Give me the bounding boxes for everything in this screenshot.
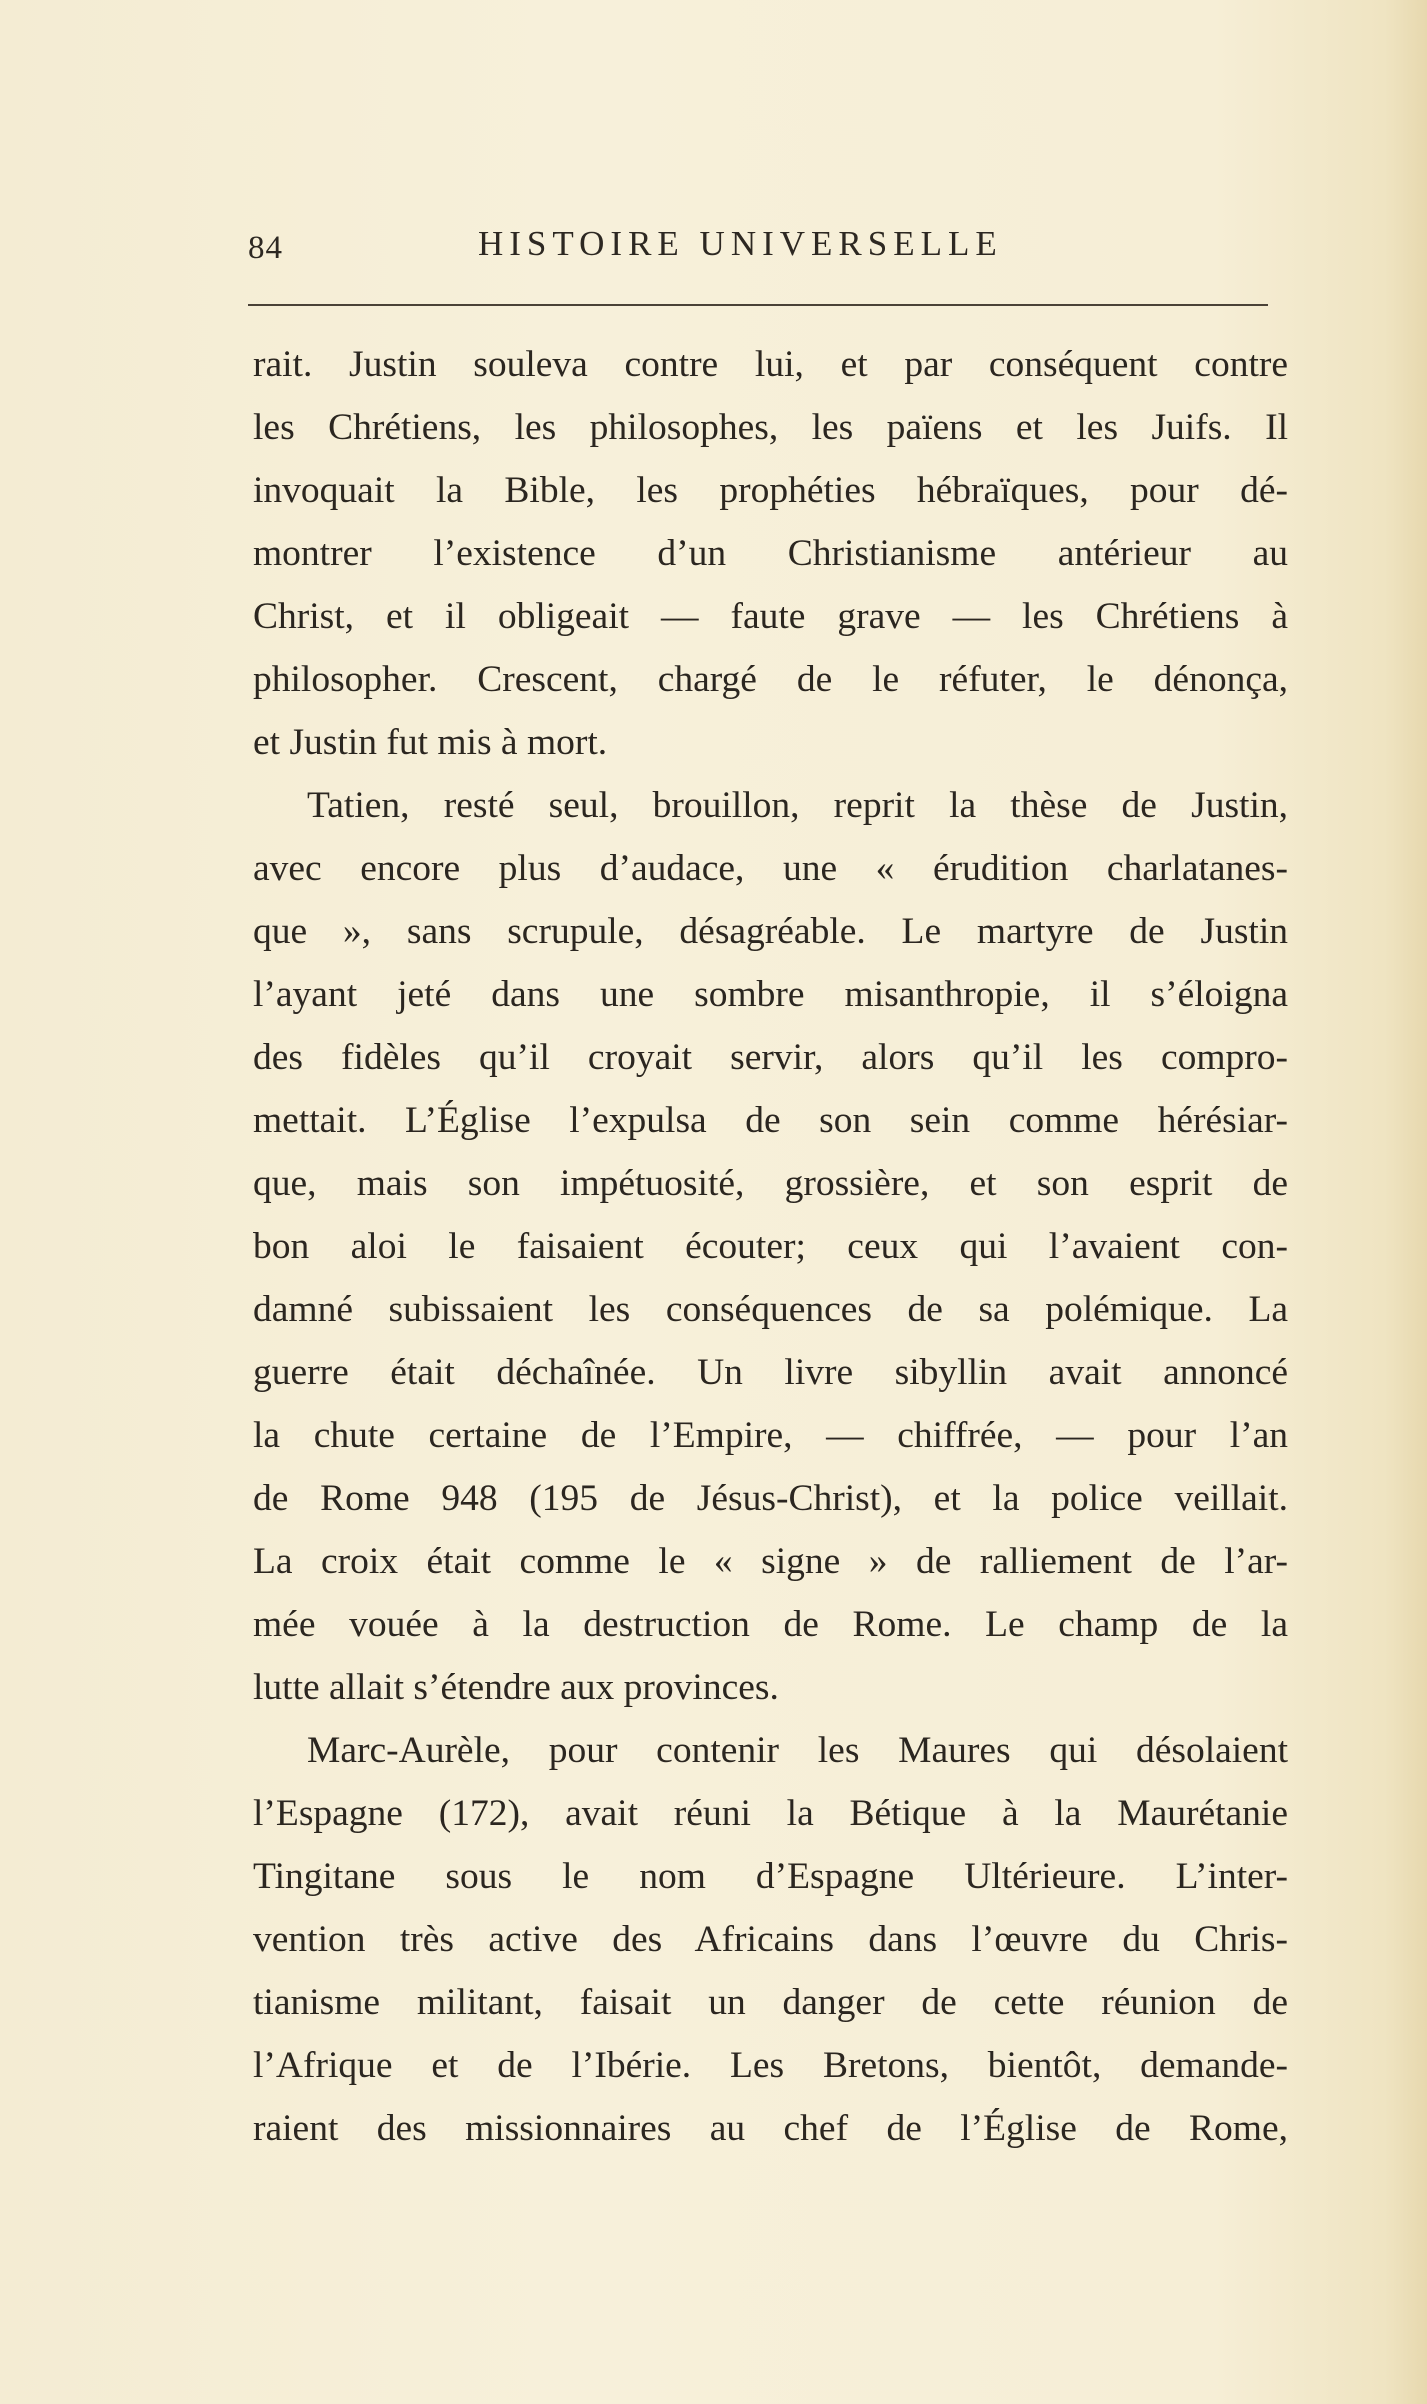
text-line: Christ, et il obligeait — faute grave — les Chrétiens à — [253, 596, 1288, 637]
text-line: les Chrétiens, les philosophes, les païens et les Juifs. Il — [253, 407, 1288, 448]
text-line: bon aloi le faisaient écouter; ceux qui l’avaient con- — [253, 1226, 1288, 1267]
text-line: montrer l’existence d’un Christianisme antérieur au — [253, 533, 1288, 574]
text-line: La croix était comme le « signe » de ralliement de l’ar- — [253, 1541, 1288, 1582]
text-line: rait. Justin souleva contre lui, et par conséquent contre — [253, 344, 1288, 385]
text-line: Marc-Aurèle, pour contenir les Maures qui désolaient — [307, 1730, 1288, 1771]
text-line: l’Afrique et de l’Ibérie. Les Bretons, bientôt, demande- — [253, 2045, 1288, 2086]
text-line: mée vouée à la destruction de Rome. Le champ de la — [253, 1604, 1288, 1645]
text-line: l’ayant jeté dans une sombre misanthropie, il s’éloigna — [253, 974, 1288, 1015]
running-title: HISTOIRE UNIVERSELLE — [478, 224, 1003, 263]
body-text — [253, 333, 1288, 2160]
text-line: invoquait la Bible, les prophéties hébraïques, pour dé- — [253, 470, 1288, 511]
page-header — [248, 222, 1268, 272]
text-line: de Rome 948 (195 de Jésus-Christ), et la police veillait. — [253, 1478, 1288, 1519]
text-line: Tingitane sous le nom d’Espagne Ultérieure. L’inter- — [253, 1856, 1288, 1897]
text-line: Tatien, resté seul, brouillon, reprit la thèse de Justin, — [307, 785, 1288, 826]
text-line: tianisme militant, faisait un danger de cette réunion de — [253, 1982, 1288, 2023]
text-line: guerre était déchaînée. Un livre sibyllin avait annoncé — [253, 1352, 1288, 1393]
text-line: lutte allait s’étendre aux provinces. — [253, 1667, 779, 1708]
text-line: avec encore plus d’audace, une « érudition charlatanes- — [253, 848, 1288, 889]
text-line: vention très active des Africains dans l’œuvre du Chris- — [253, 1919, 1288, 1960]
text-line: mettait. L’Église l’expulsa de son sein comme hérésiar- — [253, 1100, 1288, 1141]
text-line: la chute certaine de l’Empire, — chiffrée, — pour l’an — [253, 1415, 1288, 1456]
text-line: et Justin fut mis à mort. — [253, 722, 608, 763]
text-line: que, mais son impétuosité, grossière, et son esprit de — [253, 1163, 1288, 1204]
text-line: damné subissaient les conséquences de sa polémique. La — [253, 1289, 1288, 1330]
page-number: 84 — [248, 230, 283, 266]
text-line: des fidèles qu’il croyait servir, alors qu’il les compro- — [253, 1037, 1288, 1078]
text-line: philosopher. Crescent, chargé de le réfuter, le dénonça, — [253, 659, 1288, 700]
text-line: raient des missionnaires au chef de l’Église de Rome, — [253, 2108, 1288, 2149]
text-line: l’Espagne (172), avait réuni la Bétique à la Maurétanie — [253, 1793, 1288, 1834]
text-line: que », sans scrupule, désagréable. Le martyre de Justin — [253, 911, 1288, 952]
header-rule — [248, 304, 1268, 306]
